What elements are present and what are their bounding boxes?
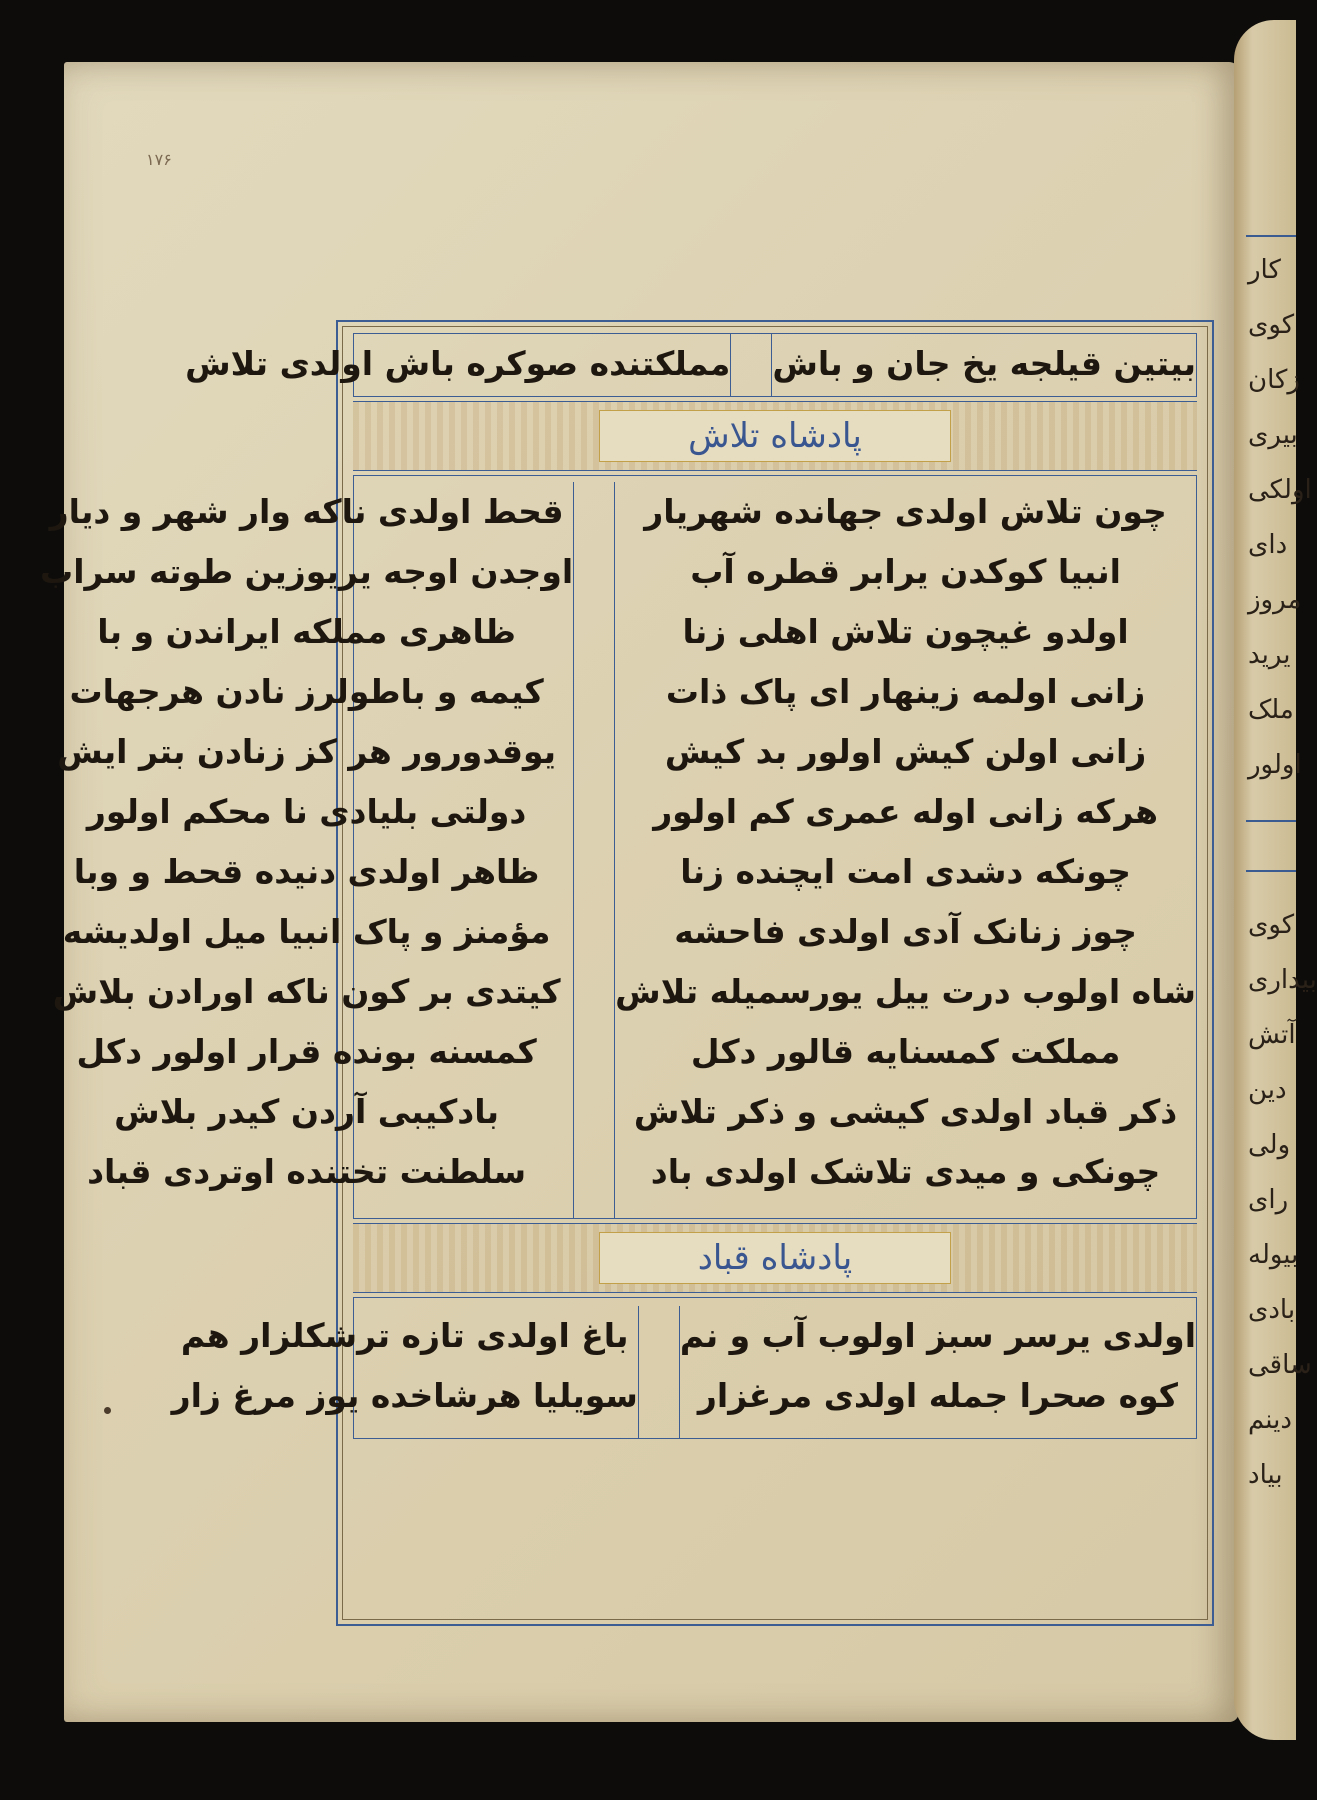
- column-gutter: [573, 482, 615, 1218]
- facing-text: بیداری: [1248, 965, 1317, 995]
- verse-line: چون تلاش اولدی جهانده شهریار: [644, 492, 1167, 531]
- facing-text: دین: [1248, 1075, 1287, 1105]
- column-gutter: [730, 334, 772, 396]
- manuscript-page: [40, 62, 1239, 1722]
- verse-line: قحط اولدی ناکه وار شهر و دیار: [49, 492, 564, 531]
- facing-text: آتش: [1248, 1020, 1296, 1050]
- left-column: [185, 334, 730, 396]
- left-column: [40, 482, 573, 1218]
- facing-text: یرید: [1248, 640, 1291, 670]
- facing-text: کوی: [1248, 310, 1295, 340]
- verse-line: بیتین قیلجه یخ جان و باش: [772, 344, 1196, 383]
- verse-line: چونکی و میدی تلاشک اولدی باد: [650, 1152, 1161, 1191]
- verse-block: [171, 1297, 1197, 1439]
- column-gutter: [638, 1306, 680, 1438]
- top-couplet-band: [185, 333, 1197, 397]
- verse-line: سلطنت تختنده اوتردی قباد: [87, 1152, 527, 1191]
- verse-line: ظاهر اولدی دنیده قحط و وبا: [73, 852, 540, 891]
- frame-rule: [1246, 870, 1296, 872]
- verse-line: اوجدن اوجه یریوزین طوته سراب: [40, 552, 574, 591]
- facing-text: زکان: [1248, 365, 1300, 395]
- verse-line: سویلیا هرشاخده یوز مرغ زار: [171, 1376, 638, 1415]
- verse-line: کوه صحرا جمله اولدی مرغزار: [697, 1376, 1178, 1415]
- facing-text: اولکی: [1248, 475, 1312, 505]
- section-heading: پادشاه قباد: [697, 1238, 853, 1278]
- facing-text: بیری: [1248, 420, 1298, 450]
- right-column: [772, 334, 1196, 396]
- frame-rule: [1246, 235, 1296, 237]
- verse-line: یوقدورور هر کز زنادن بتر ایش: [57, 732, 557, 771]
- verse-line: زانی اولن کیش اولور بد کیش: [664, 732, 1147, 771]
- verse-line: بادکیبی آردن کیدر بلاش: [114, 1092, 499, 1131]
- verse-line: شاه اولوب درت ییل یورسمیله تلاش: [615, 972, 1196, 1011]
- verse-line: کیمه و باطولرز نادن هرجهات: [69, 672, 544, 711]
- verse-line: کمسنه بونده قرار اولور دکل: [76, 1032, 537, 1071]
- verse-line: ظاهری مملکه ایراندن و با: [97, 612, 516, 651]
- verse-line: زانی اولمه زینهار ای پاک ذات: [665, 672, 1146, 711]
- folio-number: ١٧۶: [146, 150, 172, 169]
- right-column: [680, 1306, 1196, 1438]
- facing-text: کوی: [1248, 910, 1295, 940]
- section-heading-band: [353, 1223, 1197, 1293]
- section-heading-band: [353, 401, 1197, 471]
- facing-text: اولور: [1248, 750, 1302, 780]
- facing-page-edge: [1234, 20, 1317, 1740]
- verse-line: باغ اولدی تازه ترشکلزار هم: [180, 1316, 629, 1355]
- verse-block: [40, 475, 1197, 1219]
- facing-text: ولی: [1248, 1130, 1291, 1160]
- section-heading: پادشاه تلاش: [688, 416, 862, 456]
- verse-line: اولدو غیچون تلاش اهلی زنا: [682, 612, 1129, 651]
- facing-text: ساقی: [1248, 1350, 1312, 1380]
- verse-line: ذکر قباد اولدی کیشی و ذکر تلاش: [633, 1092, 1178, 1131]
- verse-line: مملکت کمسنایه قالور دکل: [690, 1032, 1121, 1071]
- facing-text: کار: [1248, 255, 1281, 285]
- verse-line: دولتی بلیادی نا محکم اولور: [86, 792, 527, 831]
- facing-text: دینم: [1248, 1405, 1292, 1435]
- text-frame: [40, 320, 1214, 1626]
- verse-line: مؤمنز و پاک انبیا میل اولدیشه: [62, 912, 551, 951]
- heading-cartouche: [599, 410, 951, 462]
- verse-line: انبیا کوکدن یرابر قطره آب: [690, 552, 1121, 591]
- facing-text: ملک: [1248, 695, 1294, 725]
- right-column: [615, 482, 1196, 1218]
- ink-spot: [104, 1407, 111, 1414]
- text-frame-inner: [40, 326, 1208, 1620]
- verse-line: چونکه دشدی امت ایچنده زنا: [680, 852, 1131, 891]
- heading-cartouche: [599, 1232, 951, 1284]
- facing-text: مروز: [1248, 585, 1302, 615]
- verse-line: مملکتنده صوکره باش اولدی تلاش: [185, 344, 731, 383]
- facing-text: دای: [1248, 530, 1288, 560]
- verse-line: هرکه زانی اوله عمری کم اولور: [653, 792, 1158, 831]
- facing-text: بیاد: [1248, 1460, 1283, 1490]
- verse-line: اولدی یرسر سبز اولوب آب و نم: [679, 1316, 1196, 1355]
- verse-line: چوز زنانک آدی اولدی فاحشه: [674, 912, 1137, 951]
- facing-text: بیوله: [1248, 1240, 1299, 1270]
- frame-rule: [1246, 820, 1296, 822]
- verse-line: کیتدی بر کون ناکه اورادن بلاش: [52, 972, 561, 1011]
- facing-text: رای: [1248, 1185, 1289, 1215]
- left-column: [172, 1306, 638, 1438]
- facing-text: بادی: [1248, 1295, 1296, 1325]
